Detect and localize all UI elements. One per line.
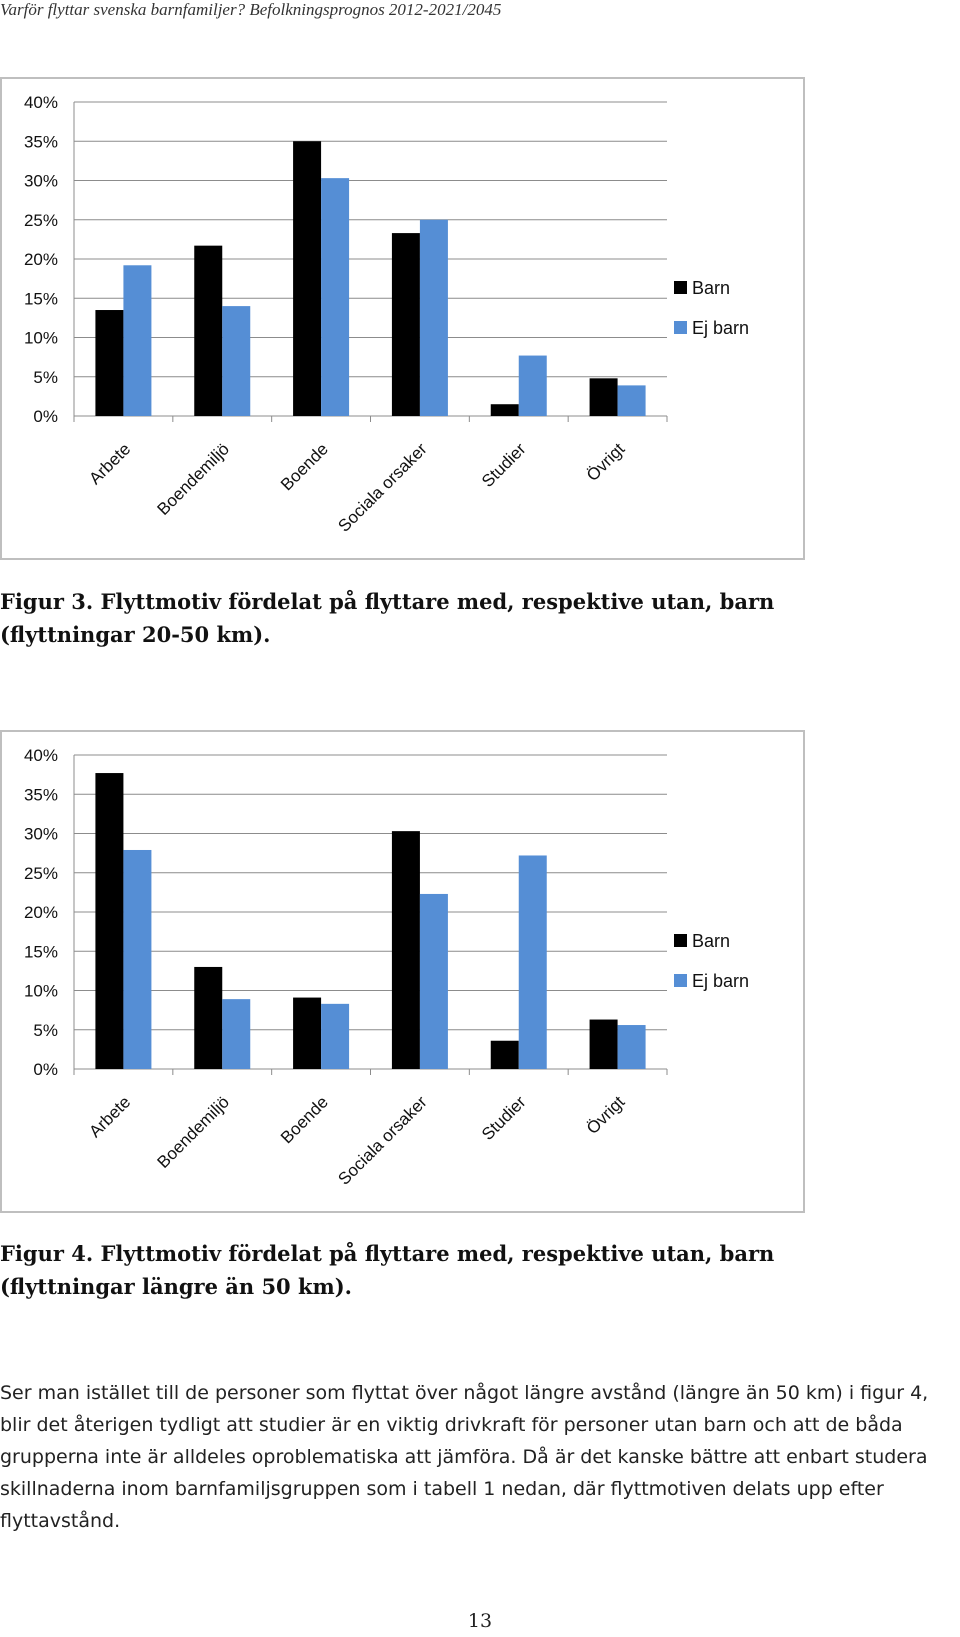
fig3-bar-ej-barn-1 <box>222 306 250 416</box>
figure-3-caption: Figur 3. Flyttmotiv fördelat på flyttare med, respektive utan, barn (flyttningar 20-50 km). <box>0 589 775 647</box>
fig4-legend-swatch <box>674 934 687 947</box>
fig4-category-label: Övrigt <box>582 1092 629 1138</box>
fig3-bar-barn-0 <box>95 310 123 416</box>
fig3-bar-barn-5 <box>590 378 618 416</box>
figure-3-svg <box>2 79 807 562</box>
fig3-y-tick-label: 20% <box>23 250 58 269</box>
fig4-bar-ej-barn-4 <box>519 855 547 1069</box>
fig4-y-tick-label: 0% <box>33 1060 58 1079</box>
fig3-legend-swatch <box>674 281 687 294</box>
fig3-category-label: Arbete <box>85 439 135 489</box>
fig3-bar-ej-barn-3 <box>420 220 448 416</box>
fig4-bar-ej-barn-0 <box>123 850 151 1069</box>
fig3-y-tick-label: 0% <box>33 407 58 426</box>
fig4-y-tick-label: 20% <box>23 903 58 922</box>
fig4-bar-ej-barn-5 <box>618 1025 646 1069</box>
fig3-bar-barn-1 <box>194 246 222 416</box>
figure-4-chart <box>0 730 805 1213</box>
fig4-bar-barn-1 <box>194 967 222 1069</box>
fig4-category-label: Studier <box>478 1092 530 1144</box>
fig4-y-tick-label: 10% <box>23 981 58 1001</box>
fig3-category-label: Boende <box>277 439 332 495</box>
fig3-legend-label: Ej barn <box>692 318 750 338</box>
fig4-y-tick-label: 40% <box>23 746 58 765</box>
fig4-bar-barn-0 <box>95 773 123 1069</box>
fig4-y-tick-label: 30% <box>23 824 58 844</box>
fig4-bar-barn-3 <box>392 831 420 1069</box>
body-paragraph: Ser man istället till de personer som flyttat över något längre avstånd (längre än 50 km) i figur 4, blir det återigen tydligt att studier är en viktig drivkraft för personer utan barn och att de båda grupperna inte är alldeles oproblematiska att jämföra. Då är det kanske bättre att enbart studera skillnaderna inom barnfamiljsgruppen som i tabell 1 nedan, där flyttmotiven delats upp efter flyttavstånd. <box>0 1382 929 1532</box>
fig4-category-label: Boende <box>277 1092 332 1148</box>
fig4-category-label: Sociala orsaker <box>334 1092 431 1189</box>
fig4-category-label: Boendemiljö <box>153 1092 234 1172</box>
fig3-category-label: Sociala orsaker <box>334 439 431 536</box>
fig3-bar-ej-barn-2 <box>321 178 349 416</box>
fig3-bar-ej-barn-4 <box>519 356 547 416</box>
fig3-y-tick-label: 5% <box>33 367 58 387</box>
fig4-bar-barn-4 <box>491 1041 519 1069</box>
fig4-y-tick-label: 5% <box>33 1020 58 1040</box>
fig4-y-tick-label: 25% <box>23 863 58 883</box>
fig3-y-tick-label: 10% <box>23 328 58 348</box>
fig3-bar-ej-barn-5 <box>618 385 646 416</box>
page-header: Varför flyttar svenska barnfamiljer? Befolkningsprognos 2012-2021/2045 <box>0 0 502 19</box>
fig4-bar-barn-5 <box>590 1020 618 1069</box>
fig3-y-tick-label: 15% <box>23 289 58 309</box>
fig3-category-label: Övrigt <box>582 439 629 485</box>
fig3-bar-barn-2 <box>293 141 321 416</box>
fig4-bar-ej-barn-2 <box>321 1004 349 1069</box>
fig3-y-tick-label: 30% <box>23 171 58 191</box>
fig3-category-label: Studier <box>478 439 530 491</box>
fig4-bar-barn-2 <box>293 998 321 1069</box>
fig3-category-label: Boendemiljö <box>153 439 234 519</box>
fig4-y-tick-label: 15% <box>23 942 58 962</box>
fig4-legend-swatch <box>674 974 687 987</box>
fig4-category-label: Arbete <box>85 1092 135 1142</box>
figure-3-chart <box>0 77 805 560</box>
page-number: 13 <box>467 1610 493 1632</box>
fig3-y-tick-label: 25% <box>23 210 58 230</box>
fig3-bar-barn-3 <box>392 233 420 416</box>
figure-4-svg <box>2 732 807 1215</box>
fig3-legend-label: Barn <box>692 278 731 298</box>
fig4-bar-ej-barn-3 <box>420 894 448 1069</box>
fig3-y-tick-label: 40% <box>23 93 58 112</box>
fig4-y-tick-label: 35% <box>23 785 58 805</box>
figure-4-caption: Figur 4. Flyttmotiv fördelat på flyttare med, respektive utan, barn (flyttningar längre än 50 km). <box>0 1241 775 1299</box>
fig4-legend-label: Barn <box>692 931 731 951</box>
fig3-legend-swatch <box>674 321 687 334</box>
fig3-y-tick-label: 35% <box>23 132 58 152</box>
fig4-legend-label: Ej barn <box>692 971 750 991</box>
fig4-bar-ej-barn-1 <box>222 999 250 1069</box>
fig3-bar-barn-4 <box>491 404 519 416</box>
fig3-bar-ej-barn-0 <box>123 265 151 416</box>
